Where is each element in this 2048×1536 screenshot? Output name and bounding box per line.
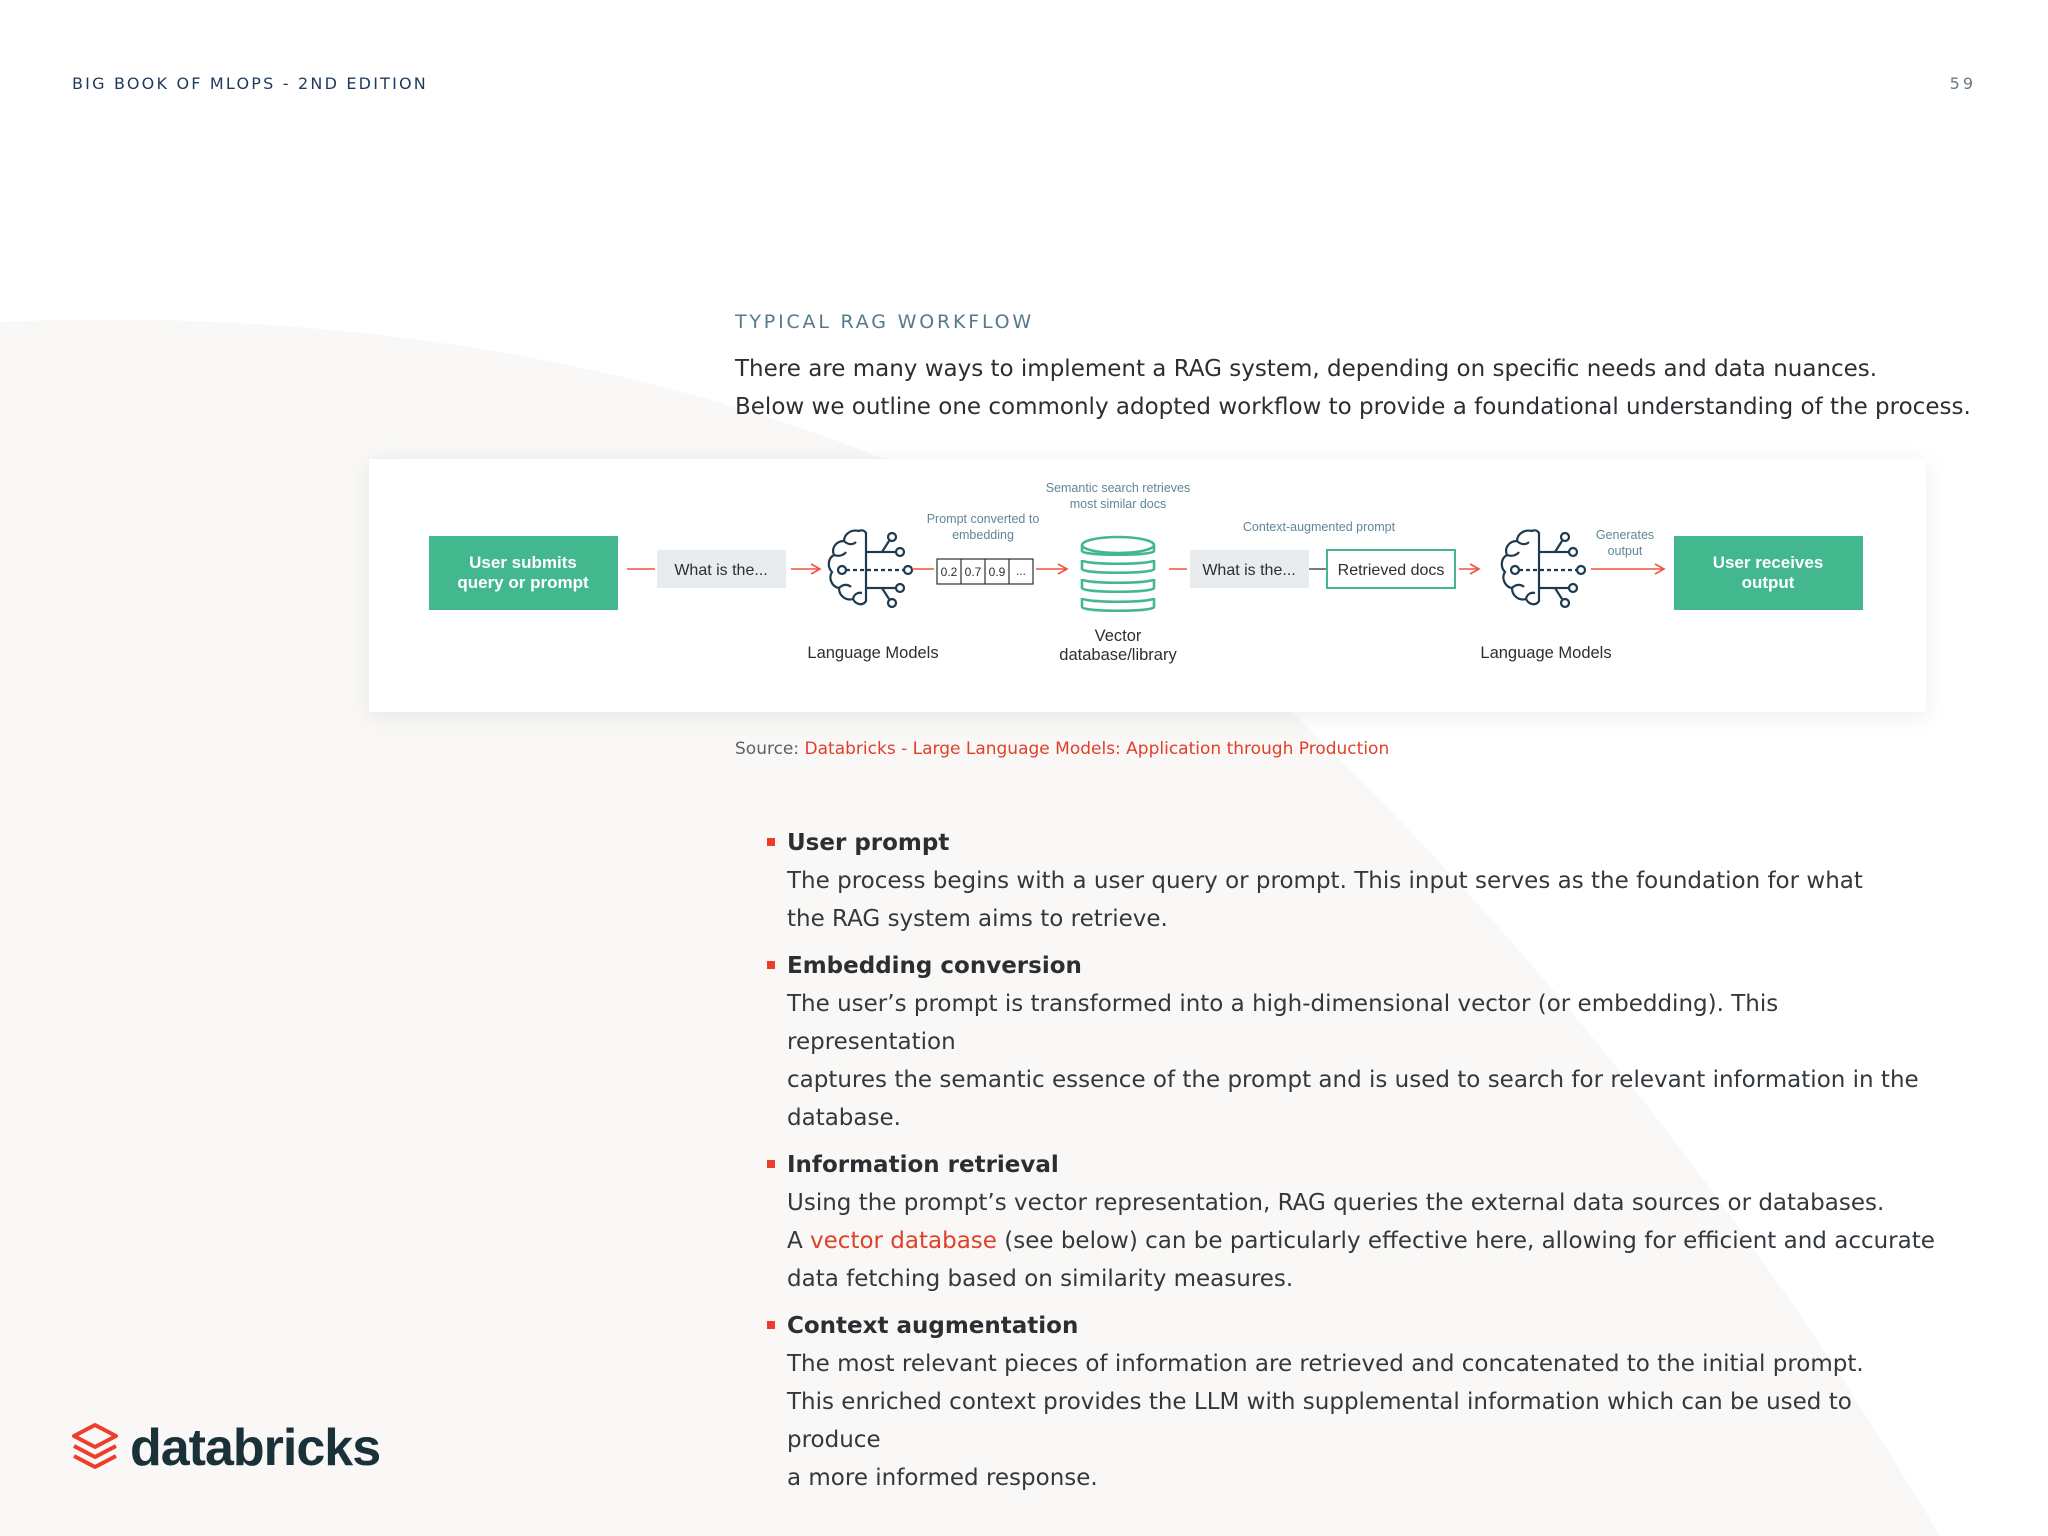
vector-db-line1: Vector xyxy=(1094,627,1142,645)
bullet-title: Context augmentation xyxy=(787,1313,1079,1339)
bullet-line: database. xyxy=(787,1105,901,1131)
bullet-body xyxy=(787,1184,1935,1298)
query-chip-1-text: What is the... xyxy=(674,562,768,579)
vector-db-line2: database/library xyxy=(1059,646,1177,664)
embedding-value: 0.7 xyxy=(964,565,982,579)
user-receives-line2: output xyxy=(1741,573,1795,592)
list-item xyxy=(765,1146,1935,1298)
logo-wordmark: databricks xyxy=(130,1419,381,1477)
list-item xyxy=(765,947,1935,1137)
user-receives-box xyxy=(1674,536,1863,610)
intro-line-1: There are many ways to implement a RAG system, depending on specific needs and data nuances. xyxy=(735,356,1878,382)
embedding-value: ... xyxy=(1015,564,1027,578)
source-link[interactable]: Databricks - Large Language Models: Application through Production xyxy=(804,739,1390,759)
book-title: BIG BOOK OF MLOPS - 2ND EDITION xyxy=(72,74,428,93)
rag-workflow-diagram xyxy=(369,459,1926,712)
bullet-line: captures the semantic essence of the prompt and is used to search for relevant information in the xyxy=(787,1067,1919,1093)
prompt-converted-line2: embedding xyxy=(952,528,1014,542)
intro-paragraph xyxy=(735,350,1971,426)
bullet-marker xyxy=(767,961,775,969)
bullet-title: User prompt xyxy=(787,830,950,856)
brain-icon xyxy=(829,530,912,607)
lm-label-1: Language Models xyxy=(807,644,939,662)
bullet-line: The user’s prompt is transformed into a high-dimensional vector (or embedding). This representation xyxy=(787,991,1779,1055)
bullet-title: Embedding conversion xyxy=(787,953,1082,979)
bullet-line xyxy=(787,1222,1935,1260)
embedding-value: 0.2 xyxy=(940,565,958,579)
bullet-line: the RAG system aims to retrieve. xyxy=(787,906,1168,932)
bullet-body xyxy=(787,985,1935,1137)
semantic-line2: most similar docs xyxy=(1069,497,1167,511)
page-number: 59 xyxy=(1949,74,1976,93)
lm-label-2: Language Models xyxy=(1480,644,1612,662)
source-caption xyxy=(735,739,1389,759)
user-receives-line1: User receives xyxy=(1712,553,1824,572)
prompt-converted-line1: Prompt converted to xyxy=(926,512,1040,526)
brain-icon xyxy=(1502,530,1585,607)
bullet-marker xyxy=(767,838,775,846)
context-label: Context-augmented prompt xyxy=(1242,520,1396,534)
bullet-body xyxy=(787,1345,1935,1497)
bullet-line: The process begins with a user query or prompt. This input serves as the foundation for what xyxy=(787,868,1863,894)
workflow-steps-list xyxy=(765,824,1935,1506)
retrieved-docs-text: Retrieved docs xyxy=(1337,562,1445,579)
generates-line1: Generates xyxy=(1595,528,1655,542)
intro-line-2: Below we outline one commonly adopted workflow to provide a foundational understanding of the process. xyxy=(735,394,1971,420)
semantic-line1: Semantic search retrieves xyxy=(1045,481,1191,495)
list-item xyxy=(765,824,1935,938)
vector-database-link[interactable]: vector database xyxy=(810,1228,997,1254)
user-submits-line2: query or prompt xyxy=(457,573,589,592)
bullet-line: The most relevant pieces of information are retrieved and concatenated to the initial prompt. xyxy=(787,1351,1864,1377)
databricks-logo xyxy=(70,1418,380,1478)
section-title: TYPICAL RAG WORKFLOW xyxy=(735,311,1035,333)
list-item xyxy=(765,1307,1935,1497)
query-chip-1 xyxy=(657,550,786,588)
bullet-line: data fetching based on similarity measures. xyxy=(787,1266,1294,1292)
bullet-text: (see below) can be particularly effective here, allowing for efficient and accurate xyxy=(996,1228,1935,1254)
user-submits-box xyxy=(429,536,618,610)
bullet-marker xyxy=(767,1160,775,1168)
bullet-title: Information retrieval xyxy=(787,1152,1059,1178)
bullet-body xyxy=(787,862,1935,938)
databricks-stack-icon xyxy=(70,1422,120,1474)
bullet-line: a more informed response. xyxy=(787,1465,1098,1491)
user-submits-line1: User submits xyxy=(469,553,577,572)
source-prefix: Source: xyxy=(735,739,800,759)
query-chip-2 xyxy=(1190,550,1309,588)
database-icon xyxy=(1082,537,1154,611)
bullet-line: Using the prompt’s vector representation, RAG queries the external data sources or databases. xyxy=(787,1190,1885,1216)
bullet-line: This enriched context provides the LLM with supplemental information which can be used to produce xyxy=(787,1389,1852,1453)
generates-line2: output xyxy=(1607,544,1643,558)
embedding-vector xyxy=(937,559,1033,584)
embedding-value: 0.9 xyxy=(988,565,1006,579)
bullet-marker xyxy=(767,1321,775,1329)
query-chip-2-text: What is the... xyxy=(1202,562,1296,579)
bullet-text: A xyxy=(787,1228,811,1254)
retrieved-docs-box xyxy=(1327,550,1455,588)
